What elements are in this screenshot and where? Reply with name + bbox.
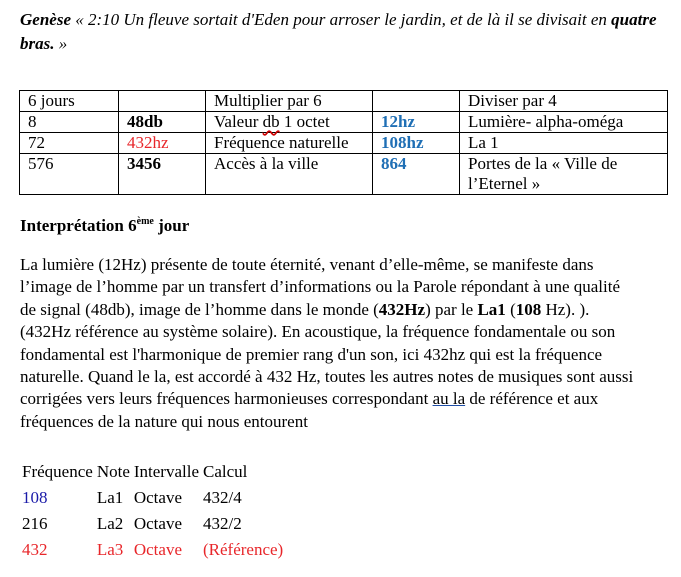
table-header-cell: Diviser par 4 — [460, 91, 668, 112]
section-heading — [20, 216, 189, 236]
notes-header-cell: Fréquence — [22, 462, 93, 481]
genesis-quote — [20, 8, 660, 56]
paragraph-bold: 108 — [515, 299, 542, 319]
notes-cell: La2 — [96, 514, 124, 533]
table-cell: 48db — [119, 112, 206, 133]
notes-cell: 108 — [22, 488, 48, 507]
table-cell: 864 — [373, 154, 460, 195]
notes-cell: (Référence) — [203, 540, 284, 559]
table-cell: 12hz — [373, 112, 460, 133]
table-cell: Lumière- alpha-oméga — [460, 112, 668, 133]
table-cell: Portes de la « Ville de l’Eternel » — [460, 154, 668, 195]
notes-cell: Octave — [133, 540, 182, 559]
heading-superscript: ème — [136, 216, 154, 227]
notes-cell: 432/4 — [203, 488, 242, 507]
interpretation-paragraph — [20, 254, 640, 433]
table-cell: 3456 — [119, 154, 206, 195]
table-cell: La 1 — [460, 133, 668, 154]
table-header-cell: Multiplier par 6 — [206, 91, 373, 112]
notes-header-cell: Intervalle — [133, 462, 199, 481]
notes-cell: Octave — [133, 488, 182, 507]
notes-cell: La1 — [96, 488, 124, 507]
table-cell: 8 — [20, 112, 119, 133]
notes-header-row — [20, 462, 285, 488]
table-row — [20, 112, 668, 133]
heading-text: Interprétation 6 — [20, 216, 137, 235]
paragraph-text: ) par le — [425, 299, 478, 319]
notes-row — [20, 540, 285, 566]
notes-cell: 432/2 — [203, 514, 242, 533]
table-cell: 72 — [20, 133, 119, 154]
paragraph-underlined: au la — [432, 389, 466, 409]
table-cell: 576 — [20, 154, 119, 195]
notes-cell: 432 — [22, 540, 48, 559]
quote-close: » — [54, 34, 68, 53]
quote-lead: Genèse — [20, 10, 71, 29]
notes-cell: 216 — [22, 514, 48, 533]
table-cell: 432hz — [119, 133, 206, 154]
paragraph-text: Hz). ). (432Hz référence au système solaire). En acoustique, la fréquence fondamentale ou son fondamental est l'harmonique de premier rang d'un son, ici 432hz qui est la fréquence naturelle. Quand le la, est accordé à 432 Hz, toutes les autres notes de musiques sont aussi corrigées vers leurs fréquences harmonieuses correspondant — [20, 299, 634, 409]
table-cell-text: Valeur db 1 octet — [214, 112, 330, 131]
notes-row — [20, 488, 285, 514]
notes-cell: La3 — [96, 540, 124, 559]
table-cell: Fréquence naturelle — [206, 133, 373, 154]
table-row — [20, 133, 668, 154]
days-table — [19, 90, 668, 195]
table-cell — [206, 112, 373, 133]
paragraph-text: La lumière (12Hz) présente de toute éternité, venant d’elle-même, se manifeste dans l’image de l’homme par un transfert d’informations ou la Parole répondant à une qualité de signal (48db), image de l’homme dans le monde ( — [20, 255, 620, 319]
notes-header-cell: Note — [96, 462, 130, 481]
table-header-cell — [119, 91, 206, 112]
notes-header-cell: Calcul — [203, 462, 248, 481]
notes-cell: Octave — [133, 514, 182, 533]
paragraph-text: de référence et aux fréquences de la nature qui nous entourent — [20, 389, 599, 431]
heading-tail: jour — [153, 216, 190, 235]
notes-row — [20, 514, 285, 540]
quote-emphasis: quatre bras. — [20, 10, 657, 53]
table-header-cell: 6 jours — [20, 91, 119, 112]
table-cell: Accès à la ville — [206, 154, 373, 195]
table-header-row — [20, 91, 668, 112]
paragraph-text: ( — [505, 299, 516, 319]
spellcheck-mark: db — [262, 112, 280, 131]
notes-table — [20, 462, 285, 566]
table-header-cell — [373, 91, 460, 112]
quote-text: « 2:10 Un fleuve sortait d'Eden pour arroser le jardin, et de là il se divisait en — [70, 10, 612, 29]
table-row — [20, 154, 668, 195]
paragraph-bold: La1 — [477, 299, 506, 319]
table-cell: 108hz — [373, 133, 460, 154]
paragraph-bold: 432Hz — [378, 299, 426, 319]
